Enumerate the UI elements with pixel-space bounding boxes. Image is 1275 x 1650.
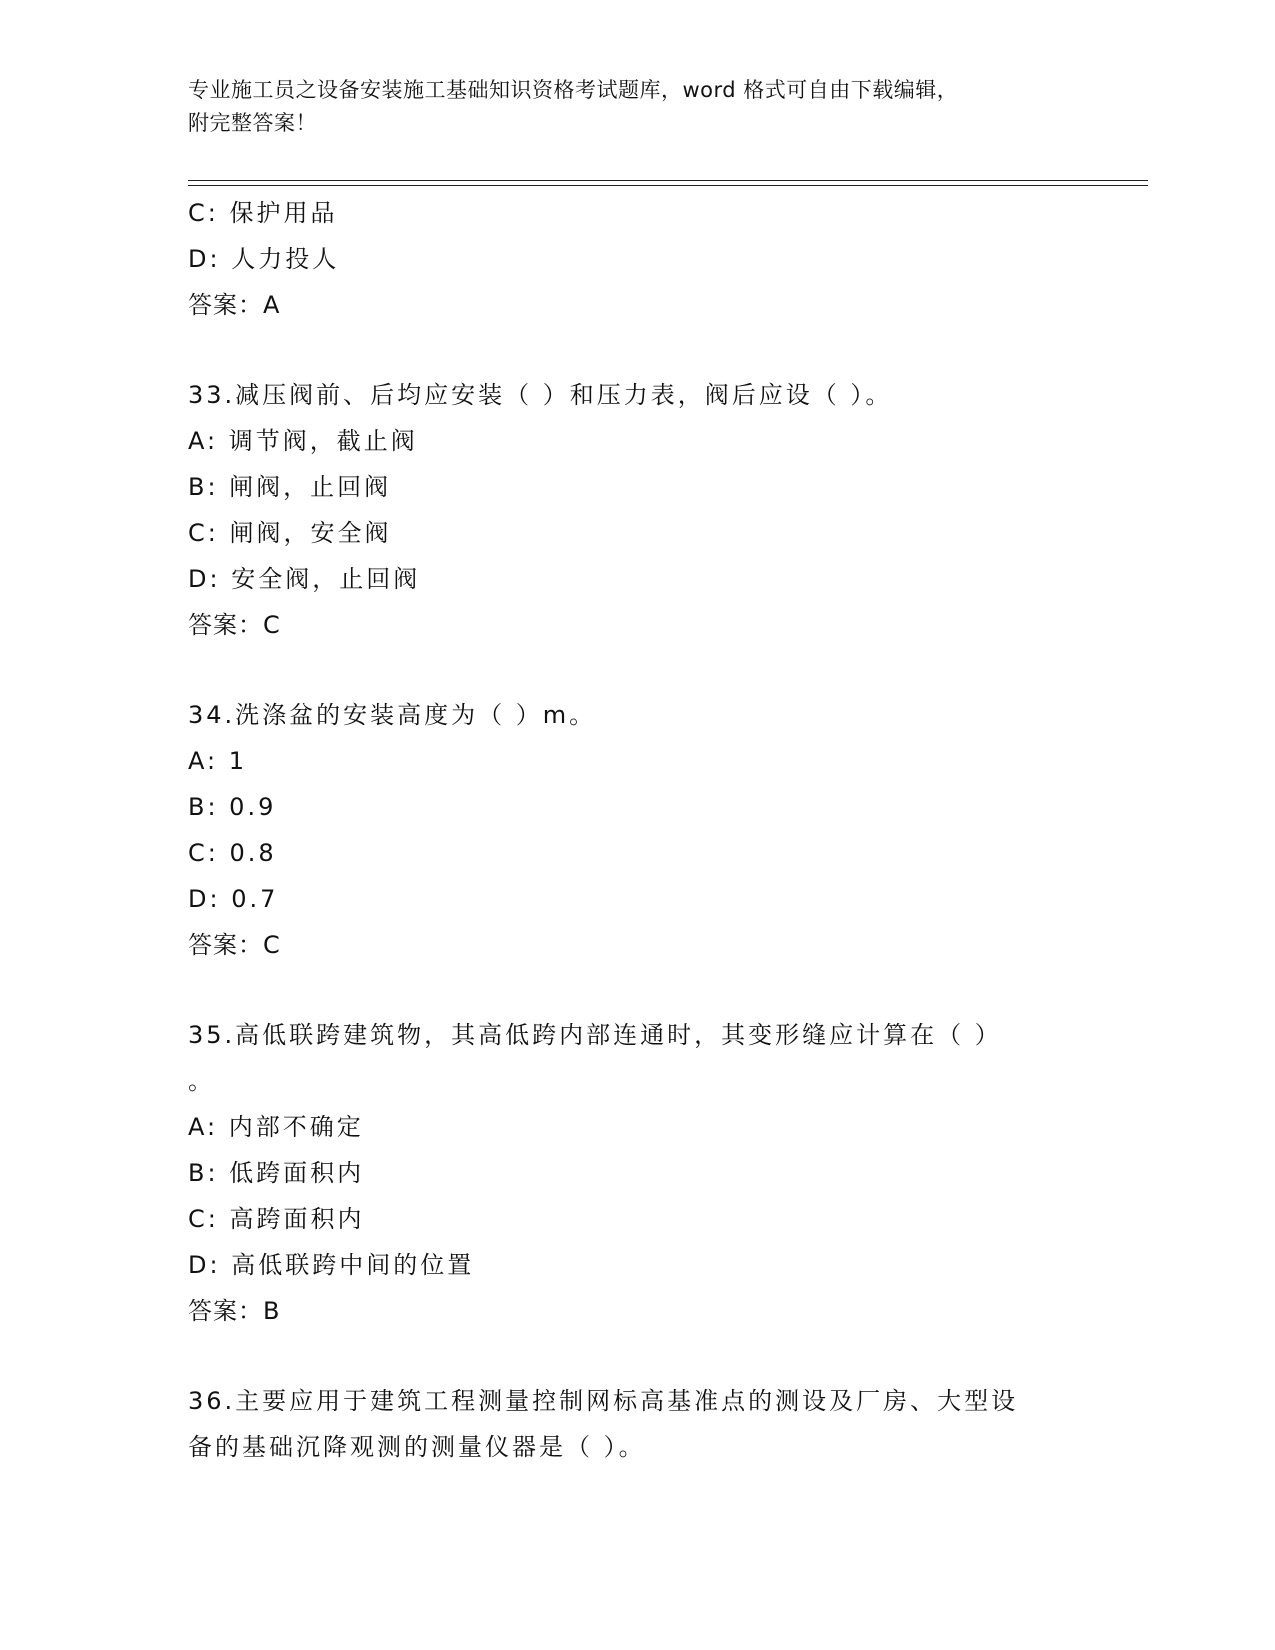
document-header [188,74,1088,140]
question-text: 34.洗涤盆的安装高度为（ ）m。 [188,701,597,729]
spacer [188,648,1088,692]
question-33 [188,372,1088,648]
question-32-tail [188,190,1088,328]
answer: 答案：A [188,291,281,319]
option-c: C: 闸阀，安全阀 [188,519,392,547]
answer: 答案：B [188,1297,281,1325]
option-a: A: 1 [188,747,247,775]
option-b: B: 低跨面积内 [188,1159,365,1187]
spacer [188,968,1088,1012]
header-line-2: 附完整答案！ [188,111,317,135]
question-text-line-1: 35.高低联跨建筑物，其高低跨内部连通时，其变形缝应计算在（ ） [188,1021,1002,1049]
spacer [188,1334,1088,1378]
question-list [188,190,1088,1470]
option-a: A: 调节阀，截止阀 [188,427,418,455]
question-35 [188,1012,1088,1334]
header-line-1: 专业施工员之设备安装施工基础知识资格考试题库，word 格式可自由下载编辑， [188,78,959,102]
header-divider-bottom [188,185,1148,186]
answer: 答案：C [188,931,281,959]
question-34 [188,692,1088,968]
question-36 [188,1378,1088,1470]
question-text-line-1: 36.主要应用于建筑工程测量控制网标高基准点的测设及厂房、大型设 [188,1387,1019,1415]
option-d: D: 安全阀，止回阀 [188,565,421,593]
spacer [188,328,1088,372]
option-c: C: 0.8 [188,839,277,867]
option-d: D: 0.7 [188,885,279,913]
option-c: C: 高跨面积内 [188,1205,365,1233]
question-text-line-2: 备的基础沉降观测的测量仪器是（ ）。 [188,1433,646,1461]
header-divider-top [188,180,1148,181]
option-b: B: 闸阀，止回阀 [188,473,392,501]
option-d: D: 人力投人 [188,245,340,273]
option-c: C: 保护用品 [188,199,338,227]
option-b: B: 0.9 [188,793,277,821]
option-d: D: 高低联跨中间的位置 [188,1251,475,1279]
question-text-line-2: 。 [188,1067,215,1095]
question-text: 33.减压阀前、后均应安装（ ）和压力表，阀后应设（ ）。 [188,381,893,409]
answer: 答案：C [188,611,281,639]
option-a: A: 内部不确定 [188,1113,364,1141]
